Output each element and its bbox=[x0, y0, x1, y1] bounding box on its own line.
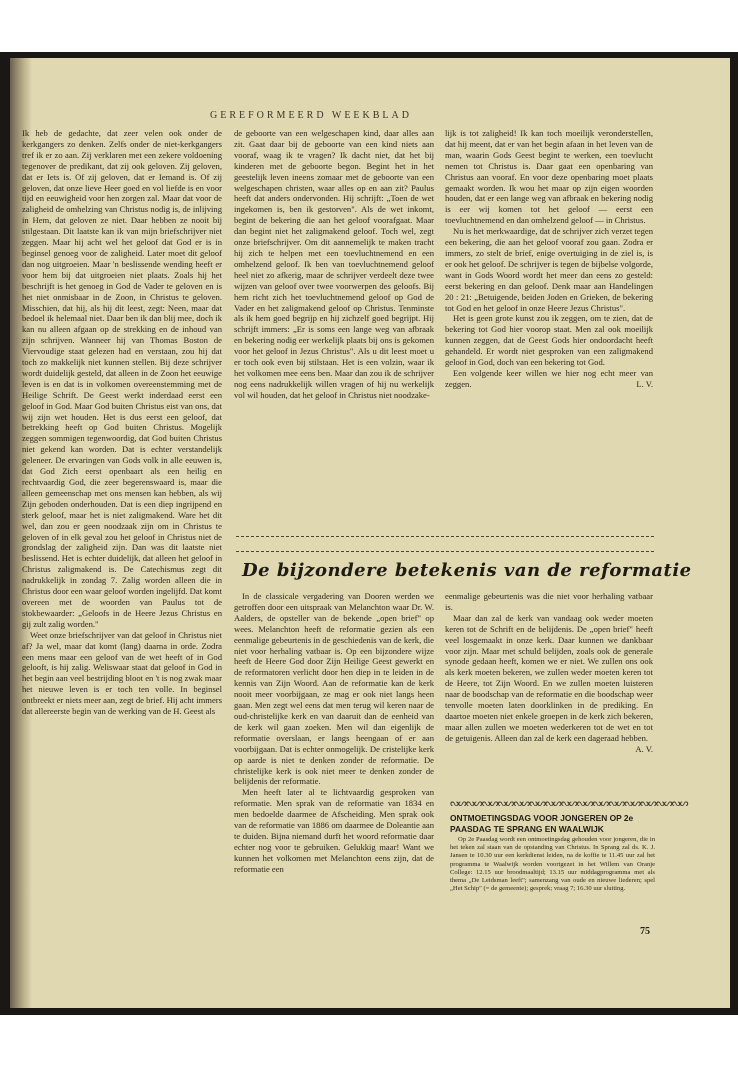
paragraph: Ik heb de gedachte, dat zeer velen ook onder de kerkgangers zo denken. Zelfs onder de niet-kerkgangers tref ik er zo aan. Zij verklaren met een zekere voldoening tegenover de predikant, dat zij ook geloven. Zij geloven, dat er Iets is. Of zij geloven, dat er Iemand is. Of zij geloven, dat onze lieve Heer goed en vol liefde is en voor tijd en eeuwigheid voor hen zorgen zal. Maar dat voor de zaligheid de omhelzing van Christus nodig is, de inlijving in Hem, dat geloven ze niet. Daar hebben ze nooit bij stilgestaan. Dit laatste kan ik van mijn briefschrijver niet zeggen. Maar hij acht wel het geloof dat God er is in beginsel genoeg voor de zaligheid. Later moet dit geloof dan nog uitgroeien. Maar 'n beslissende wending heeft er voor hem bij dat uitgroeien niet plaats. Zoals hij het beschrijft is het genoeg in God de Vader te geloven en is het niet onmisbaar in de Zoon, in Christus te geloven. Misschien, dat hij, als hij dit leest, zegt: Neen, maar dat bedoel ik helemaal niet. Daar ben ik dan blij mee, doch ik kan nu alleen afgaan op de strekking en de inhoud van zijn schrijven. Wanneer hij van Thomas Boston de Viervoudige staat gelezen had en verstaan, zou hij dat toch zo makkelijk niet kunnen stellen. Bij deze schrijver wordt duidelijk gesteld, dat alleen in de Zoon het eeuwige leven is en dat is in volkomen overeenstemming met de Heilige Schrift. De Geest werkt inderdaad eerst een geloof in God. Maar God buiten Christus eist van ons, dat wij zijn wet houden. Het is dus eerst een geloof, dat betrekking heeft op God buiten Christus. Mogelijk zeggen sommigen tegenwoordig, dat God buiten Christus niet gekend kan worden. Dat is echter verstandelijk geleneer. De ervaringen van Gods volk in alle eeuwen is, dat God Zich eerst openbaart als een heilig en rechtvaardig God, die zeer begerenswaard is, maar die alleen gemeenschap met ons mensen kan hebben, als wij Zijn geboden onderhouden. Dat is een diep ingrijpend en sterk geloof, maar het is niet zaligmakend. Ware het dit wel, dan zou er geen noodzaak zijn om in Christus te geloven of in elk geval zou het geloof in Christus niet de grondslag der zaligheid zijn. Dan was dit laatste niet beslissend. Het is echter duidelijk, dat alleen het geloof in Christus zaligmakend is. De Catechismus zegt dit nadrukkelijk in zondag 7. Zalig worden alleen die in Christus door een waar geloof worden ingelijfd. Dat komt overeen met de woorden van Paulus tot de stokbewaarder: „Geloofs in de Heere Jezus Christus en gij zult zalig worden." bbox=[22, 128, 222, 629]
ornamental-separator: ᔓᔕᔓᔕᔓᔕᔓᔕᔓᔕᔓᔕᔓᔕᔓᔕᔓᔕᔓᔕᔓᔕᔓᔕᔓᔕᔓᔕᔓᔕ bbox=[450, 798, 688, 809]
newspaper-page bbox=[10, 58, 730, 1008]
scanned-page-frame bbox=[0, 52, 738, 1015]
paragraph: Het is geen grote kunst zou ik zeggen, om te zien, dat de bekering tot God hier voorop staat. Men zal ook moeilijk kunnen zeggen, dat de Geest Gods hier ondoordacht heeft gehandeld. Er wordt niet gesproken van een zaligmakend geloof in God, doch van een bekering tot God. bbox=[445, 313, 653, 368]
paragraph: lijk is tot zaligheid! Ik kan toch moeilijk veronderstellen, dat hij meent, dat er van het begin afaan in het leven van de man, waarin Gods Geest begint te werken, een toevlucht nemen tot Christus is. Daar gaat een openbaring van Christus aan vooraf. En voor deze openbaring moet plaats gemaakt worden. Ik wou het maar op zijn eigen woorden houden, dat er een lange weg van afbraak en bekering nodig is eer wij komen tot het geloof — eerst een toevluchtnemend en dan omhelzend geloof — in Christus. bbox=[445, 128, 653, 226]
notice-body bbox=[450, 836, 655, 893]
author-signature: L. V. bbox=[636, 378, 653, 389]
page-number: 75 bbox=[640, 926, 650, 937]
paragraph: de geboorte van een welgeschapen kind, daar alles aan zit. Gaat daar bij de geboorte van een kind niets aan vooraf, waag ik te vragen? Ik dacht niet, dat het bij kinderen met de geboorte begon. Begint het in het geestelijk leven ineens zomaar met de geboorte van een welgeschapen christen, waar alles op en aan zit? Paulus heeft dat anders ondervonden. Hij schrijft: „Toen de wet ingekomen is, ben ik gestorven". Als de wet inkomt, begint de bekering die aan het geloof voorafgaat. Maar dan begint niet het zaligmakend geloof. Toch wel, zegt onze briefschrijver. Om dit aannemelijk te maken tracht hij zich te helpen met een toevluchtnemend en een omhelzend geloof. Ik ben van toevluchtnemend geloof heel niet zo afkerig, maar de schrijver verdeelt deze twee wijzen van geloof over twee voorwerpen des geloofs. Bij hem richt zich het toevluchtnemend geloof op God de Vader en het zaligmakend geloof op Christus. Tenminste als ik hem goed begrijp en hij zichzelf goed begrijpt. Hij schrijft immers: „Er is soms een lange weg van afbraak en bekering nodig eer werkelijk plaats bij ons is gekomen voor het geloof in Jezus Christus". Als u dit leest moet u er toch ook even bij stilstaan. Het is een volzin, waar ik het volkomen mee eens ben. Maar dan zou ik de schrijver nog eens nadrukkelijk willen vragen of hij nu werkelijk vol wil houden, dat het geloof in Christus niet noodzake- bbox=[234, 128, 434, 400]
page-header: GEREFORMEERD WEEKBLAD bbox=[210, 110, 412, 121]
paragraph: In de classicale vergadering van Dooren werden we getroffen door een uitspraak van Melanchton waar Dr. W. Aalders, de opsteller van de bekende „open brief" op wees. Melanchton heeft de reformatie gezien als een eenmalige gebeurtenis in de geschiedenis van de kerk, die niet voor herhaling vatbaar is. Op een bijzondere wijze heeft de Heere God door Zijn Heilige Geest gewerkt en de reformatoren verlicht door hen diep in te leiden in de kennis van Zijn Woord. Aan de reformatie kan de kerk nooit meer voorbijgaan, ze mag er ook niet langs heen gaan. Men zegt wel eens dat men terug wil keren naar de oud-christelijke kerk en van daaruit dan de eenheid van de kerk wil gaan zoeken. Men wil dan eigenlijk de reformatie overslaan, er langs heengaan of er aan voorbijgaan. Dat is echter onmogelijk. De cristelijke kerk op aarde is niet te denken zonder de reformatie. De christelijke kerk is ook niet meer te denken zonder de belijdenis der reformatie. bbox=[234, 591, 434, 787]
divider-line bbox=[236, 551, 654, 552]
column-1 bbox=[22, 128, 222, 717]
paragraph bbox=[445, 612, 653, 754]
column-2 bbox=[234, 128, 434, 401]
paragraph: eenmalige gebeurtenis was die niet voor herhaling vatbaar is. bbox=[445, 591, 653, 612]
paragraph bbox=[445, 368, 653, 390]
paragraph: Nu is het merkwaardige, dat de schrijver zich verzet tegen een bekering, die aan het geloof vooraf zou gaan. Zodra er immers, zo stelt de brief, enige overtuiging in de ziel is, is er ook het geloof. De schrijver is tegen de bijbelse volgorde, want in Gods Woord wordt het meer dan eens zo gesteld: eerst bekering en dan geloof. Denk maar aan Handelingen 20 : 21: „Betuigende, beiden Joden en Grieken, de bekering tot God en het geloof in onze Heere Jezus Christus". bbox=[445, 226, 653, 313]
divider-line bbox=[236, 536, 654, 537]
notice-title: ONTMOETINGSDAG VOOR JONGEREN OP 2e PAASDAG TE SPRANG EN WAALWIJK bbox=[450, 813, 634, 834]
column-3 bbox=[445, 128, 653, 390]
article-column-1 bbox=[234, 591, 434, 875]
article-title: De bijzondere betekenis van de reformatie bbox=[242, 560, 692, 581]
paragraph: Men heeft later al te lichtvaardig gesproken van reformatie. Men sprak van de reformatie van 1834 en men bedoelde daarmee de Afscheiding. Men sprak ook van de reformatie van 1886 om daarmee de Doleantie aan te duiden. Bijna niemand durft het woord reformatie daar echter nog voor te gebruiken. Gelukkig maar! Want we kunnen het volkomen met Melanchton eens zijn, dat de reformatie een bbox=[234, 787, 434, 874]
author-signature: A. V. bbox=[635, 743, 653, 754]
paragraph-text: Maar dan zal de kerk van vandaag ook weder moeten keren tot de Schrift en de belijdenis. De „open brief" heeft veel losgemaakt in onze kerk. Daar kunnen we dankbaar voor zijn. Maar met schuld belijden, zoals ook de generale synode gedaan heeft, komen we er niet. We zullen ons ook als kerk moeten bekeren, we zullen weder moeten keren tot de Heere, tot Zijn Woord. En we zullen moeten luisteren naar de boodschap van de reformatie en die boodschap weer tenvolle moeten laten doorklinken in de prediking. En daartoe moeten niet enkele groepen in de kerk zich bekeren, maar allen zullen we moeten wederkeren tot de wet en tot de getuigenis. Alleen dan zal de kerk een dageraad hebben. bbox=[445, 612, 653, 743]
article-column-2 bbox=[445, 591, 653, 755]
paragraph: Op 2e Paasdag wordt een ontmoetingsdag gehouden voor jongeren, die in het teken zal staan van de opstanding van Christus. In Sprang zal ds. K. J. Jansen te 10.30 uur een kerkdienst leiden, na de koffie te 11.45 uur zal het programma te Waalwijk worden voortgezet in het Willem van Oranje College: 12.15 uur broodmaaltijd; 13.15 uur middagprogramma met als thema „De Leidsman leeft"; samenzang van oude en nieuwe liederen; spel „Het Schip" (= de gemeente); gesprek; vraag 7; 16.30 uur sluiting. bbox=[450, 836, 655, 893]
closing-sentence: Een volgende keer willen we hier nog echt meer van zeggen. bbox=[445, 367, 653, 389]
paragraph: Weet onze briefschrijver van dat geloof in Christus niet af? Ja wel, maar dat komt (lang) daarna in orde. Zodra een mens maar een geloof van de wet heeft of in God gelooft, is hij zalig. Weliswaar staat dat geloof in God in het begin aan veel bestrijding bloot en 't is nog zwak maar het nieuwe leven is er toch ten volle. In beginsel ontbreekt er niets meer aan, zegt de brief. Hij acht immers dat allereerste begin van de werking van de H. Geest als bbox=[22, 629, 222, 717]
